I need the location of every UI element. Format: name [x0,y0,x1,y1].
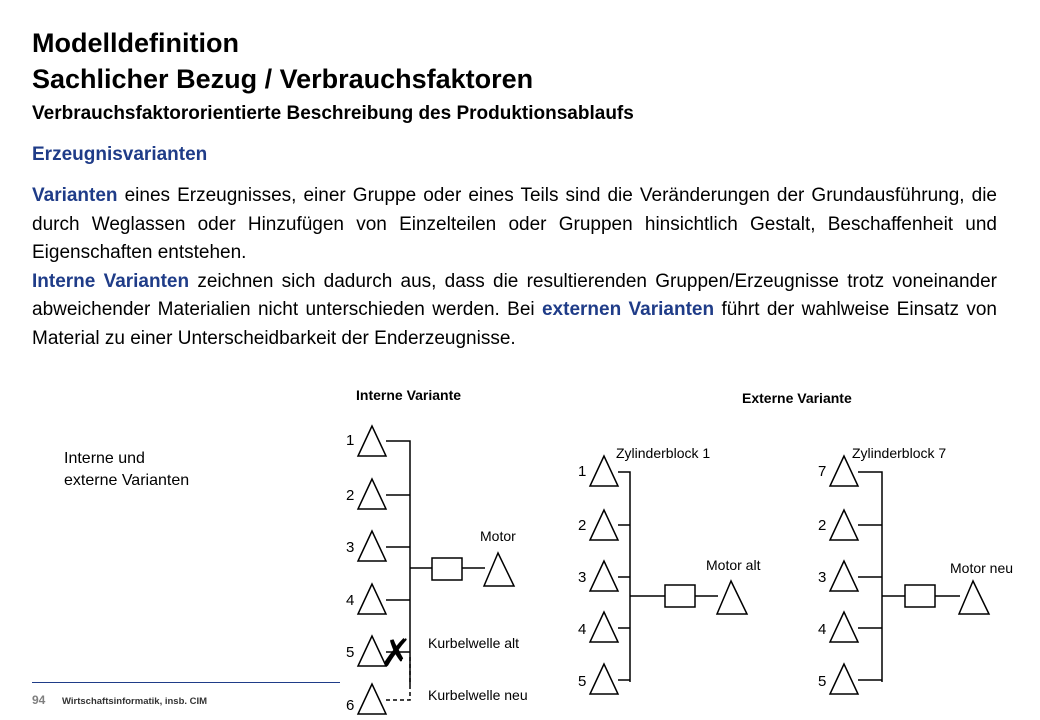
diagram-caption-line1: Interne und [64,450,145,467]
page-number: 94 [32,693,46,707]
internal-branch-lines [386,495,410,600]
external-left-part-3 [590,561,618,591]
external-right-part-5 [830,664,858,694]
external-left-number-5: 5 [578,673,587,690]
diagram-caption-line2: externe Varianten [64,472,190,489]
external-left-part-1 [590,456,618,486]
internal-part-1 [358,426,386,456]
external-heading: Externe Variante [742,390,852,406]
page-subheading: Verbrauchsfaktororientierte Beschreibung des Produktionsablaufs [32,103,634,124]
external-left-product-triangle [717,581,747,614]
page-subtitle: Sachlicher Bezug / Verbrauchsfaktoren [32,64,534,94]
footer-text: Wirtschaftsinformatik, insb. CIM [62,696,208,707]
external-right-number-3: 3 [818,569,827,586]
footer-divider [32,682,340,683]
external-right-assembly-box [905,585,935,607]
internal-number-2: 2 [346,487,355,504]
internal-part-4 [358,584,386,614]
internal-number-4: 4 [346,592,355,609]
external-right-product-label: Motor neu [950,560,1014,576]
external-left-part-4 [590,612,618,642]
external-right-number-2: 2 [818,517,827,534]
external-left-number-2: 2 [578,517,587,534]
internal-number-3: 3 [346,539,355,556]
internal-part-6 [358,684,386,714]
external-right-number-5: 5 [818,673,827,690]
term-externe-varianten: externen Varianten [541,299,715,320]
page-title: Modelldefinition [32,28,239,58]
removed-cross-icon: ✗ [380,633,412,675]
external-left-assembly-box [665,585,695,607]
external-left-part-2 [590,510,618,540]
external-left-product-label: Motor alt [706,557,761,573]
term-varianten: Varianten [32,185,118,206]
external-left-number-3: 3 [578,569,587,586]
internal-number-1: 1 [346,432,355,449]
external-left-branch-lines [618,525,630,680]
external-left-number-4: 4 [578,621,587,638]
external-left-block-label: Zylinderblock 1 [616,445,711,461]
external-right-number-4: 4 [818,621,827,638]
paragraph-definition-text: eines Erzeugnisses, einer Gruppe oder eines Teils sind die Veränderungen der Grundausführung, die durch Weglassen oder Hinzufügen von Einzelteilen oder Gruppen hinsichtlich Gestalt, Beschaffenheit und Eigenschaften entstehen. [32,185,997,263]
paragraph-external-text: führt der wahlweise Einsatz von Material zu einer Unterscheidbarkeit der Enderzeugnisse. [32,299,997,349]
internal-number-5: 5 [346,644,355,661]
internal-heading: Interne Variante [356,387,462,403]
external-right-block-label: Zylinderblock 7 [852,445,947,461]
internal-product-triangle [484,553,514,586]
external-left-number-1: 1 [578,463,587,480]
internal-number-6: 6 [346,697,355,714]
section-title: Erzeugnisvarianten [32,144,208,165]
internal-assembly-box [432,558,462,580]
paragraph-internal-text: zeichnen sich dadurch aus, dass die resultierenden Gruppen/Erzeugnisse trotz voneinander abweichender Materialien nicht unterschieden werden. Bei [32,270,997,320]
external-right-product-triangle [959,581,989,614]
internal-new-label: Kurbelwelle neu [428,687,528,703]
external-right-part-2 [830,510,858,540]
diagram-labels [346,387,1013,714]
external-right-number-1: 7 [818,463,827,480]
internal-product-label: Motor [480,528,516,544]
external-right-part-3 [830,561,858,591]
internal-part-2 [358,479,386,509]
external-left-part-5 [590,664,618,694]
term-interne-varianten: Interne Varianten [32,270,190,292]
external-right-branch-lines [858,525,882,680]
internal-old-label: Kurbelwelle alt [428,635,520,651]
internal-part-3 [358,531,386,561]
diagram-lines [358,426,989,714]
external-right-part-4 [830,612,858,642]
